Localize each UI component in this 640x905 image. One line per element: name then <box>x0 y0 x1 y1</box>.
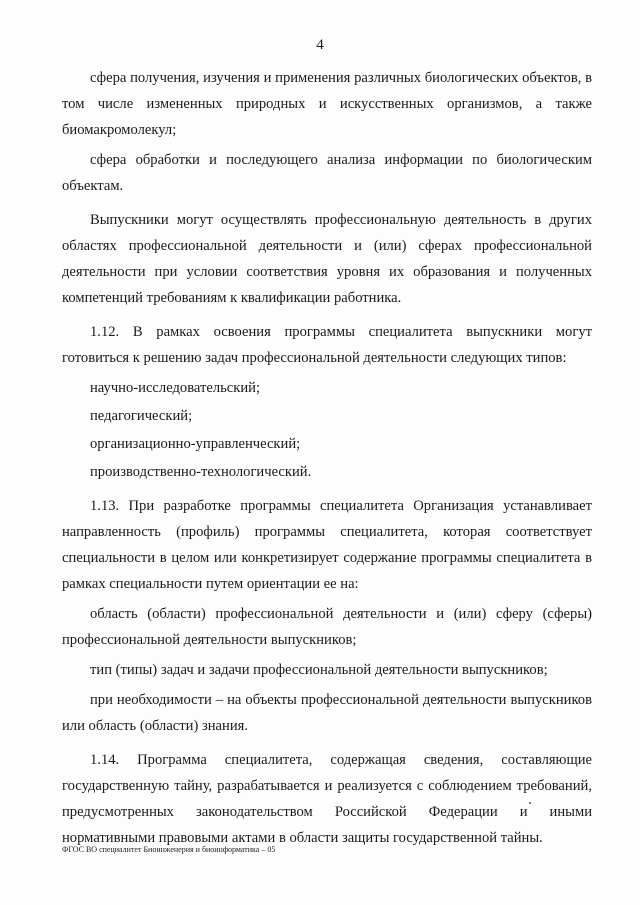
paragraph-1-13: 1.13. При разработке программы специалитета Организация устанавливает направленность (профиль) программы специалитета, которая соответствует специальности в целом или конкретизирует содержание программы специалитета в рамках специальности путем ориентации ее на: <box>62 498 592 592</box>
paragraph-1-14: 1.14. Программа специалитета, содержащая сведения, составляющие государственную тайну, разрабатывается и реализуется с соблюдением требований, предусмотренных законодательством Российской Федерации и иными нормативными правовыми актами в области защиты государственной тайны. <box>62 752 592 846</box>
paragraph-sphere-information-processing: сфера обработки и последующего анализа информации по биологическим объектам. <box>62 152 592 194</box>
document-body <box>62 65 592 859</box>
list-item-areas: область (области) профессиональной деятельности и (или) сферу (сферы) профессиональной деятельности выпускников; <box>62 606 592 648</box>
page-footer: ФГОС ВО специалитет Биоинженерия и биоинформатика – 05 <box>62 845 276 854</box>
list-item-managerial: организационно-управленческий; <box>90 436 301 452</box>
paragraph-sphere-biological-objects: сфера получения, изучения и применения различных биологических объектов, в том числе измененных природных и искусственных организмов, а также биомакромолекул; <box>62 70 592 138</box>
scan-speck <box>529 802 531 804</box>
list-item-production: производственно-технологический. <box>90 464 312 480</box>
list-item-research: научно-исследовательский; <box>90 380 261 396</box>
list-item-task-types: тип (типы) задач и задачи профессиональной деятельности выпускников; <box>90 662 548 678</box>
list-item-objects: при необходимости – на объекты профессиональной деятельности выпускников или область (области) знания. <box>62 692 592 734</box>
paragraph-other-areas: Выпускники могут осуществлять профессиональную деятельность в других областях профессиональной деятельности и (или) сферах профессиональной деятельности при условии соответствия уровня их образования и полученных компетенций требованиям к квалификации работника. <box>62 212 592 306</box>
paragraph-1-12: 1.12. В рамках освоения программы специалитета выпускники могут готовиться к решению задач профессиональной деятельности следующих типов: <box>62 324 592 366</box>
list-item-pedagogical: педагогический; <box>90 408 193 424</box>
page-number: 4 <box>316 37 324 53</box>
